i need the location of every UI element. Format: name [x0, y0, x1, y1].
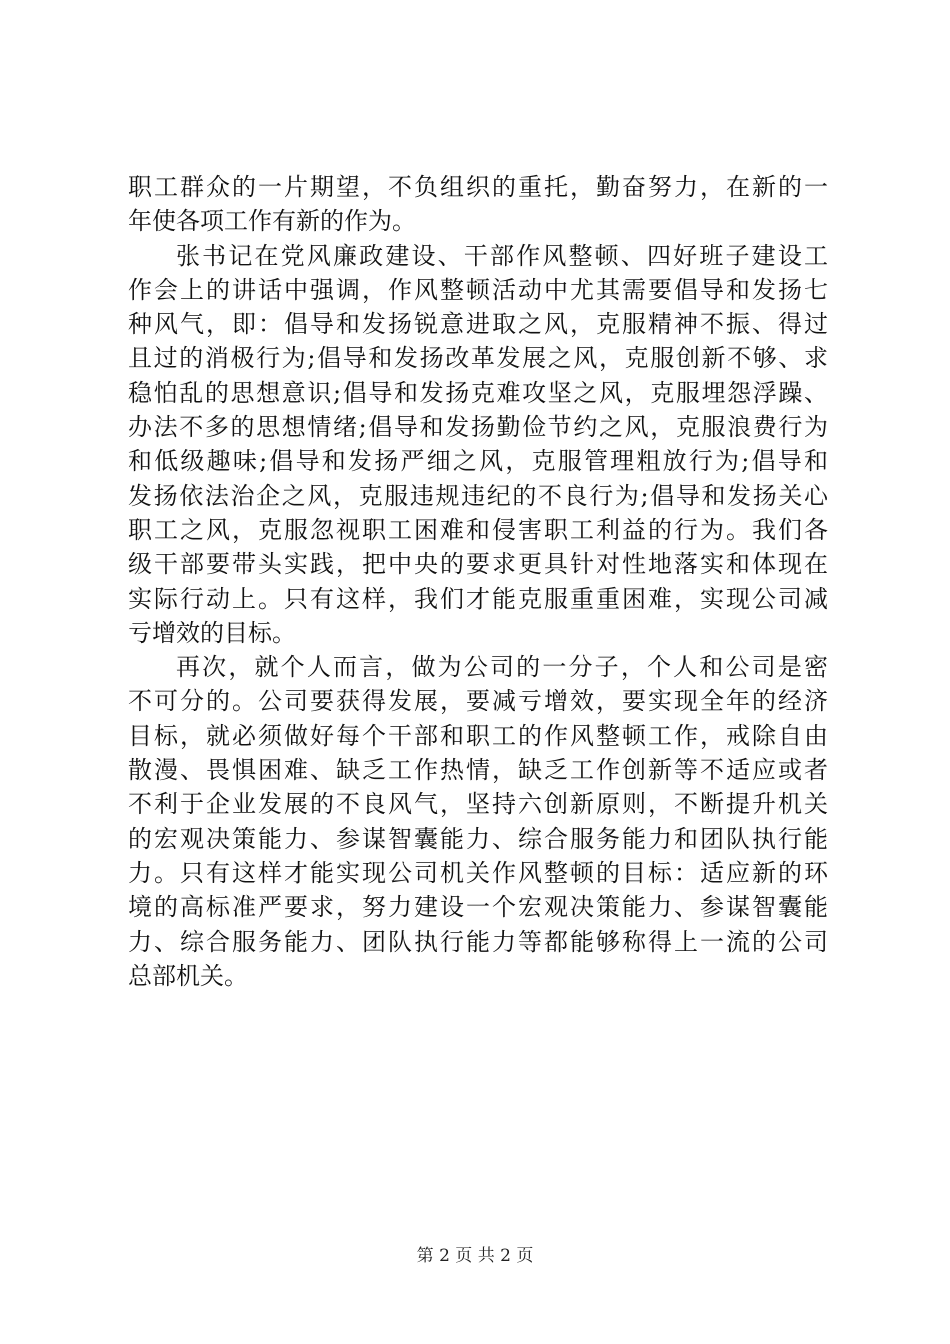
paragraph-1 [128, 170, 828, 239]
text-line: 的宏观决策能力、参谋智囊能力、综合服务能力和团队执行能 [128, 824, 828, 853]
text-line: 年使各项工作有新的作为。 [128, 207, 416, 236]
text-line: 散漫、畏惧困难、缺乏工作热情，缺乏工作创新等不适应或者 [128, 756, 828, 785]
text-line: 不利于企业发展的不良风气，坚持六创新原则，不断提升机关 [128, 790, 828, 819]
paragraph-3 [128, 650, 828, 993]
document-body [128, 170, 828, 993]
text-line: 总部机关。 [128, 961, 248, 990]
text-line: 职工群众的一片期望，不负组织的重托，勤奋努力，在新的一 [128, 173, 828, 201]
text-line: 种风气，即：倡导和发扬锐意进取之风，克服精神不振、得过 [128, 310, 828, 339]
text-line: 级干部要带头实践，把中央的要求更具针对性地落实和体现在 [128, 550, 828, 579]
page-footer [0, 1244, 950, 1268]
text-line: 作会上的讲话中强调，作风整顿活动中尤其需要倡导和发扬七 [128, 275, 828, 304]
text-line: 亏增效的目标。 [128, 618, 296, 647]
text-line: 力。只有这样才能实现公司机关作风整顿的目标：适应新的环 [128, 858, 828, 887]
text-line: 职工之风，克服忽视职工困难和侵害职工利益的行为。我们各 [128, 515, 828, 544]
text-line: 力、综合服务能力、团队执行能力等都能够称得上一流的公司 [128, 927, 828, 956]
text-line: 办法不多的思想情绪;倡导和发扬勤俭节约之风，克服浪费行为 [128, 413, 828, 442]
text-line: 张书记在党风廉政建设、干部作风整顿、四好班子建设工 [176, 241, 828, 270]
text-line: 稳怕乱的思想意识;倡导和发扬克难攻坚之风，克服埋怨浮躁、 [128, 378, 828, 407]
text-line: 不可分的。公司要获得发展，要减亏增效，要实现全年的经济 [128, 687, 828, 716]
text-line: 目标，就必须做好每个干部和职工的作风整顿工作，戒除自由 [128, 721, 828, 750]
text-line: 和低级趣味;倡导和发扬严细之风，克服管理粗放行为;倡导和 [128, 447, 828, 476]
text-line: 且过的消极行为;倡导和发扬改革发展之风，克服创新不够、求 [128, 344, 828, 373]
paragraph-2 [128, 239, 828, 651]
page-number-label: 第 2 页 共 2 页 [416, 1246, 534, 1266]
text-line: 实际行动上。只有这样，我们才能克服重重困难，实现公司减 [128, 584, 828, 613]
text-line: 境的高标准严要求，努力建设一个宏观决策能力、参谋智囊能 [128, 893, 828, 922]
text-line: 发扬依法治企之风，克服违规违纪的不良行为;倡导和发扬关心 [128, 481, 828, 510]
text-line: 再次，就个人而言，做为公司的一分子，个人和公司是密 [176, 653, 828, 682]
